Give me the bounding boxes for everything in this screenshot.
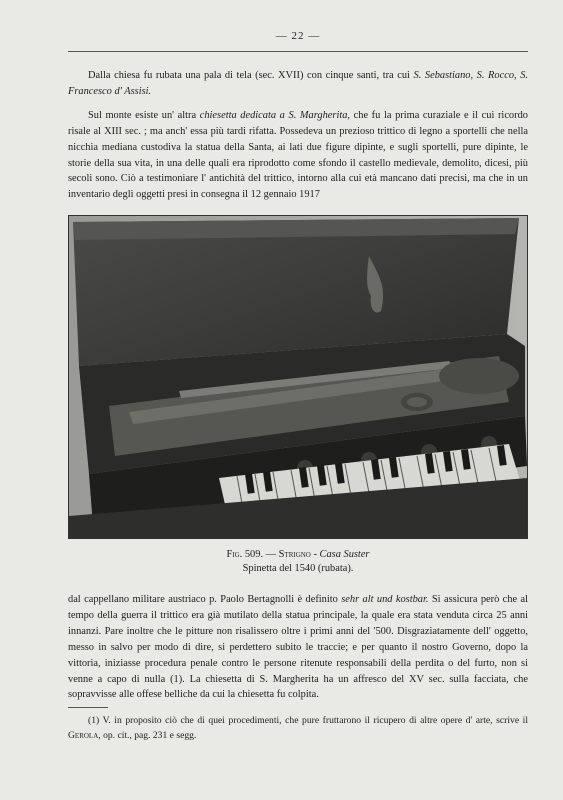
figure-caption <box>68 548 528 576</box>
figure-separator: - <box>310 549 320 560</box>
paragraph-2-italic: chiesetta dedicata a S. Margherita, <box>199 109 351 121</box>
footnote <box>68 714 528 743</box>
header-rule <box>68 51 528 52</box>
figure-house: Casa Suster <box>319 549 370 560</box>
paragraph-3 <box>68 592 528 703</box>
paragraph-2-text-a: Sul monte esiste un' altra <box>88 109 200 121</box>
page-number: — 22 — <box>275 30 321 42</box>
footnote-text-a: (1) V. in proposito ciò che di quei procedimenti, che pure fruttarono il ricupero di altre opere d' arte, scrive il <box>88 715 528 726</box>
paragraph-2-text-b: che fu la prima curaziale e il cui ricordo risale al XIII sec. ; ma anch' essa più tardi rifatta. Possedeva un prezioso trittico di legno a sportelli che nella nicchia mediana custodiva la statua della Santa, ai lati due figure dipinte, e sugli sportelli, pure dipinte, le storie della sua vita, in una delle quali era riprodotto come sfondo il castello medievale, demolito, dicesi, più secoli sono. Ciò a testimoniare l' antichità del trittico, intorno alla cui età mancano dati precisi, ma che in un inventario degli oggetti presi in consegna il 12 gennaio 1917 <box>68 109 528 201</box>
figure-number: Fig. 509. <box>226 549 264 560</box>
footnote-text-b: , op. cit., pag. 231 e segg. <box>98 729 197 741</box>
paragraph-1 <box>68 68 528 100</box>
body-text-bottom <box>68 592 528 703</box>
footnote-text <box>68 714 528 743</box>
paragraph-3-italic: sehr alt und kostbar. <box>341 594 429 605</box>
figure-place: Strigno <box>278 549 311 560</box>
figure-caption-line-1 <box>68 548 528 562</box>
body-text-top <box>68 68 528 203</box>
paragraph-2 <box>68 108 528 203</box>
footnote-rule <box>68 707 108 708</box>
spinet-photograph <box>68 215 528 539</box>
paragraph-1-text: Dalla chiesa fu rubata una pala di tela (sec. XVII) con cinque santi, tra cui <box>88 70 414 81</box>
paragraph-3-text-b: Si assicura però che al tempo della guerra il trittico era già mutilato della statua principale, la quale era stata venduta circa 25 anni innanzi. Pare inoltre che le pitture non risalissero oltre i primi anni del '500. Disgraziatamente dell' oggetto, messo in salvo per modo di dire, si perdettero subito le traccie; e per quanto il nostro Governo, dopo la vittoria, iniziasse procedura penale contro le persone ritenute responsabili della perdita o del furto, non si venne a capo di nulla (1). La chiesetta di S. Margherita ha un affresco del XV sec. sulla facciata, che sopravvisse alle offese belliche da cui la chiesetta fu colpita. <box>68 594 528 701</box>
figure-dash: — <box>263 549 279 560</box>
paragraph-1-italic: S. Sebastiano, S. Rocco, S. Francesco d' Assisi. <box>68 70 528 97</box>
footnote-author: Gerola <box>68 729 99 741</box>
paragraph-3-text-a: dal cappellano militare austriaco p. Paolo Bertagnolli è definito <box>68 594 342 605</box>
figure-subtitle: Spinetta del 1540 (rubata). <box>242 563 354 574</box>
